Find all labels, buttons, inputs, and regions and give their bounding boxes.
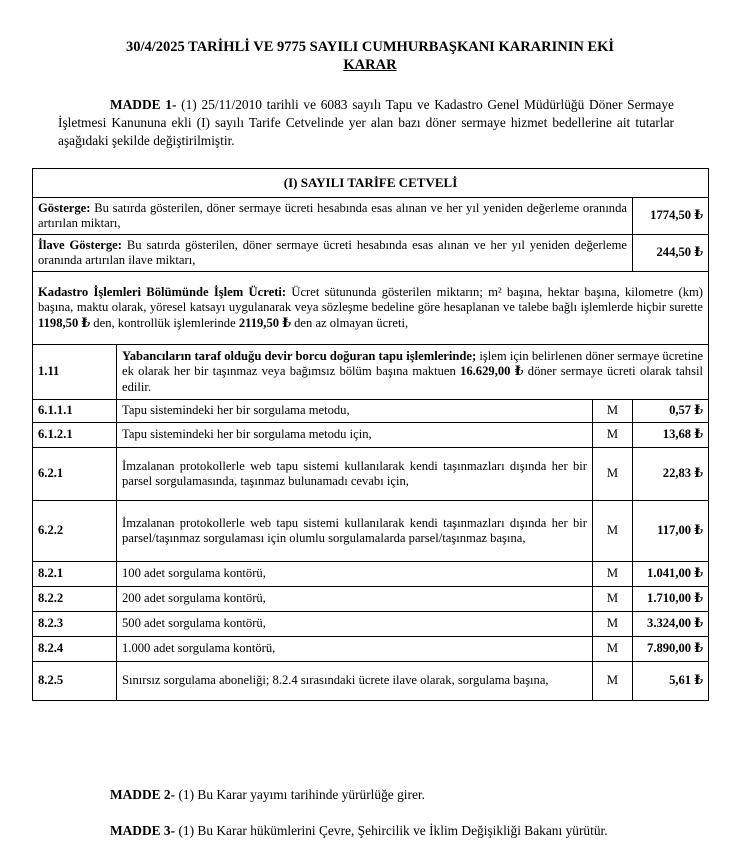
table-row bbox=[33, 501, 709, 562]
row-code: 8.2.2 bbox=[33, 587, 117, 612]
ilave-gosterge-desc bbox=[33, 235, 633, 272]
gosterge-value: 1774,50 ₺ bbox=[633, 198, 709, 235]
table-row bbox=[33, 587, 709, 612]
table-row bbox=[33, 612, 709, 637]
row-desc: Tapu sistemindeki her bir sorgulama metodu için, bbox=[117, 423, 593, 448]
row-code: 8.2.3 bbox=[33, 612, 117, 637]
kadastro-amount-1: 1198,50 ₺ bbox=[38, 315, 91, 330]
row-1-11-desc bbox=[117, 345, 709, 400]
ilave-gosterge-label: İlave Gösterge: bbox=[38, 237, 122, 252]
row-code: 6.1.1.1 bbox=[33, 400, 117, 423]
tarife-cetveli-table bbox=[32, 168, 709, 701]
kadastro-label: Kadastro İşlemleri Bölümünde İşlem Ücreti: bbox=[38, 284, 287, 299]
gosterge-text: Bu satırda gösterilen, döner sermaye ücreti hesabında esas alınan ve her yıl yeniden değerleme oranında artırılan miktarı, bbox=[38, 200, 627, 230]
gosterge-row bbox=[33, 198, 709, 235]
row-unit: M bbox=[593, 662, 633, 701]
row-desc: 100 adet sorgulama kontörü, bbox=[117, 562, 593, 587]
madde-3-label: MADDE 3- bbox=[110, 823, 176, 838]
document-title bbox=[60, 38, 680, 74]
row-1-11-text-2: döner sermaye ücreti olarak tahsil edilir. bbox=[122, 364, 704, 394]
row-price: 117,00 ₺ bbox=[633, 501, 709, 562]
row-unit: M bbox=[593, 423, 633, 448]
row-unit: M bbox=[593, 612, 633, 637]
table-header: (I) SAYILI TARİFE CETVELİ bbox=[33, 169, 709, 198]
row-unit: M bbox=[593, 501, 633, 562]
kadastro-amount-2: 2119,50 ₺ bbox=[238, 315, 291, 330]
table-row bbox=[33, 662, 709, 701]
row-1-11 bbox=[33, 345, 709, 400]
madde-1-paragraph bbox=[58, 96, 674, 150]
kadastro-row bbox=[33, 272, 709, 345]
kadastro-text-1: Ücret sütununda gösterilen miktarın; m² başına, hektar başına, kilometre (km) başına, maktu olarak, yöresel katsayı uygulanarak veya sözleşme bedeline göre hesaplanan ve talebe bağlı işlemlerde hiçbir surette bbox=[38, 284, 704, 315]
kadastro-text-3: den az olmayan ücreti, bbox=[290, 315, 409, 330]
madde-3-text: (1) Bu Karar hükümlerini Çevre, Şehircilik ve İklim Değişikliği Bakanı yürütür. bbox=[175, 823, 608, 838]
row-price: 7.890,00 ₺ bbox=[633, 637, 709, 662]
ilave-gosterge-row bbox=[33, 235, 709, 272]
row-code: 6.1.2.1 bbox=[33, 423, 117, 448]
kadastro-text-2: den, kontrollük işlemlerinde bbox=[90, 315, 239, 330]
row-unit: M bbox=[593, 587, 633, 612]
row-1-11-label: Yabancıların taraf olduğu devir borcu doğuran tapu işlemlerinde; bbox=[122, 348, 477, 363]
row-code: 8.2.1 bbox=[33, 562, 117, 587]
title-line-1: 30/4/2025 TARİHLİ VE 9775 SAYILI CUMHURBAŞKANI KARARININ EKİ bbox=[125, 39, 615, 55]
row-price: 22,83 ₺ bbox=[633, 448, 709, 501]
row-desc: Tapu sistemindeki her bir sorgulama metodu, bbox=[117, 400, 593, 423]
gosterge-label: Gösterge: bbox=[38, 200, 91, 215]
table-row bbox=[33, 448, 709, 501]
row-unit: M bbox=[593, 400, 633, 423]
row-1-11-code: 1.11 bbox=[33, 345, 117, 400]
ilave-gosterge-text: Bu satırda gösterilen, döner sermaye ücreti hesabında esas alınan ve her yıl yeniden değerleme oranında artırılan ilave miktarı, bbox=[38, 237, 627, 267]
row-code: 6.2.2 bbox=[33, 501, 117, 562]
title-line-2: KARAR bbox=[343, 57, 397, 73]
table-row bbox=[33, 400, 709, 423]
row-desc: Sınırsız sorgulama aboneliği; 8.2.4 sırasındaki ücrete ilave olarak, sorgulama başına, bbox=[117, 662, 593, 701]
row-1-11-text-1: işlem için belirlenen döner sermaye ücretine ek olarak her bir taşınmaz veya bağımsız bölüm başına maktuen bbox=[122, 348, 703, 379]
table-row bbox=[33, 637, 709, 662]
row-desc: İmzalanan protokollerle web tapu sistemi kullanılarak kendi taşınmazları dışında her bir parsel/taşınmaz sorgulaması için olumlu sorgulamalarda parsel/taşınmaz başına, bbox=[117, 501, 593, 562]
gosterge-desc bbox=[33, 198, 633, 235]
row-code: 8.2.4 bbox=[33, 637, 117, 662]
madde-3-paragraph bbox=[58, 822, 674, 840]
row-price: 13,68 ₺ bbox=[633, 423, 709, 448]
madde-1-text: (1) 25/11/2010 tarihli ve 6083 sayılı Tapu ve Kadastro Genel Müdürlüğü Döner Sermaye İşletmesi Kanununa ekli (I) sayılı Tarife Cetvelinde yer alan bazı döner sermaye hizmet bedellerine ait tutarlar aşağıdaki şekilde değiştirilmiştir. bbox=[58, 97, 674, 148]
row-desc: 1.000 adet sorgulama kontörü, bbox=[117, 637, 593, 662]
kadastro-desc bbox=[33, 272, 709, 345]
ilave-gosterge-value: 244,50 ₺ bbox=[633, 235, 709, 272]
row-unit: M bbox=[593, 562, 633, 587]
row-price: 1.710,00 ₺ bbox=[633, 587, 709, 612]
madde-2-label: MADDE 2- bbox=[110, 787, 176, 802]
row-code: 8.2.5 bbox=[33, 662, 117, 701]
row-1-11-amount: 16.629,00 ₺ bbox=[460, 364, 524, 379]
table-header-row bbox=[33, 169, 709, 198]
madde-1-label: MADDE 1- bbox=[110, 97, 177, 112]
row-desc: İmzalanan protokollerle web tapu sistemi kullanılarak kendi taşınmazları dışında her bir parsel sorgulamasında, taşınmaz bulunamadı cevabı için, bbox=[117, 448, 593, 501]
row-price: 3.324,00 ₺ bbox=[633, 612, 709, 637]
row-price: 5,61 ₺ bbox=[633, 662, 709, 701]
row-desc: 500 adet sorgulama kontörü, bbox=[117, 612, 593, 637]
row-unit: M bbox=[593, 637, 633, 662]
row-desc: 200 adet sorgulama kontörü, bbox=[117, 587, 593, 612]
row-price: 1.041,00 ₺ bbox=[633, 562, 709, 587]
row-code: 6.2.1 bbox=[33, 448, 117, 501]
madde-2-paragraph bbox=[58, 786, 674, 804]
table-row bbox=[33, 562, 709, 587]
row-price: 0,57 ₺ bbox=[633, 400, 709, 423]
row-unit: M bbox=[593, 448, 633, 501]
table-row bbox=[33, 423, 709, 448]
madde-2-text: (1) Bu Karar yayımı tarihinde yürürlüğe girer. bbox=[175, 787, 425, 802]
